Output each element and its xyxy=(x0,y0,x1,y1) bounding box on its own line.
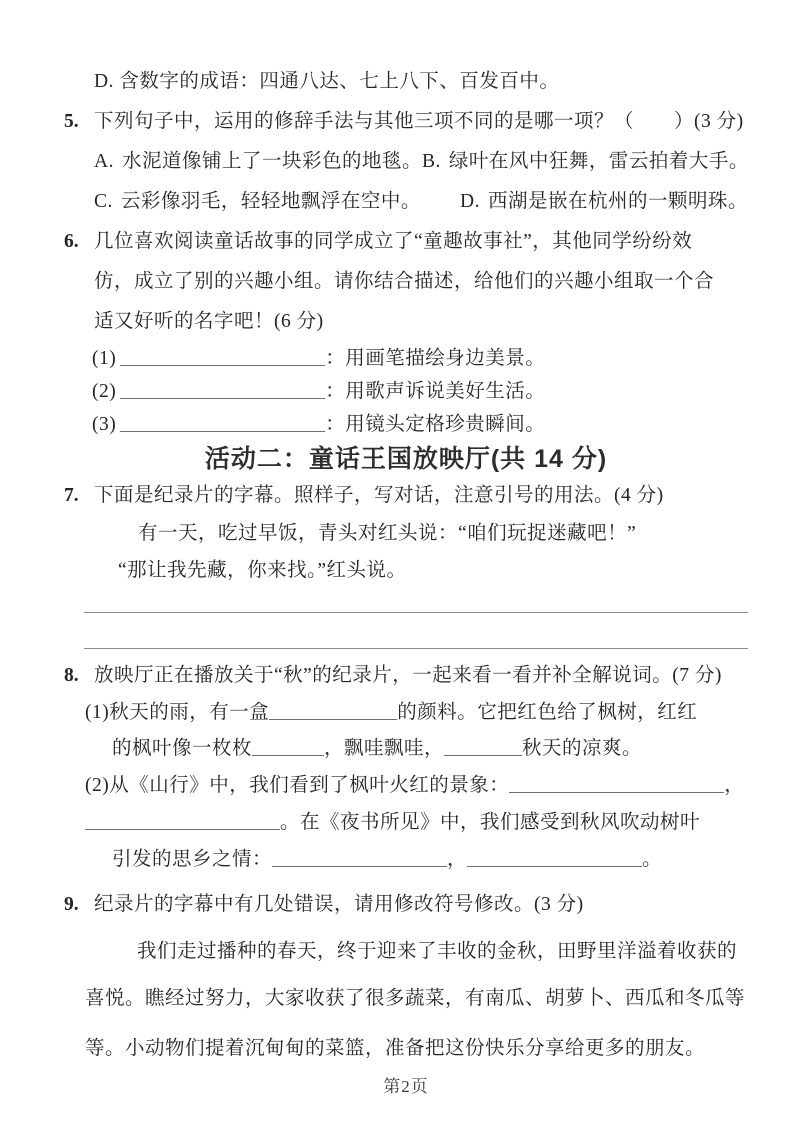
page-number: 第2页 xyxy=(383,1077,429,1096)
q9-passage-line-2: 喜悦。瞧经过努力，大家收获了很多蔬菜，有南瓜、胡萝卜、西瓜和冬瓜等 xyxy=(85,988,746,1009)
answer-blank xyxy=(467,849,642,867)
q5-option-b xyxy=(422,142,749,182)
q8-part1-seg3: 的枫叶像一枚枚 xyxy=(112,738,253,759)
q5-options-row-1 xyxy=(94,142,748,182)
answer-blank xyxy=(509,775,724,793)
option-label: D. xyxy=(460,191,480,212)
q7-stem-text: 下面是纪录片的字幕。照样子，写对话，注意引号的用法。(4 分) xyxy=(94,485,664,506)
carryover-option-d xyxy=(94,62,748,102)
q6-stem-line-1 xyxy=(64,222,748,262)
option-label: D. xyxy=(94,71,114,92)
section-heading: 活动二：童话王国放映厅(共 14 分) xyxy=(204,445,608,473)
q6-item-2-text: ：用歌声诉说美好生活。 xyxy=(325,381,546,402)
q8-part2-line-1 xyxy=(85,767,748,804)
answer-blank xyxy=(272,849,447,867)
q6-stem-text-1: 几位喜欢阅读童话故事的同学成立了“童趣故事社”，其他同学纷纷效 xyxy=(94,231,693,252)
answer-blank xyxy=(252,738,324,756)
q7-example-dialog-1: 有一天，吃过早饭，青头对红头说：“咱们玩捉迷藏吧！” xyxy=(138,523,637,544)
q8-number: 8. xyxy=(64,665,79,686)
q9-stem-text: 纪录片的字幕中有几处错误，请用修改符号修改。(3 分) xyxy=(94,894,584,915)
q5-option-c xyxy=(94,182,421,222)
q8-part2-seg4: 引发的思乡之情： xyxy=(112,849,273,870)
q8-part2-line-2 xyxy=(85,804,748,841)
q6-item-3-text: ：用镜头定格珍贵瞬间。 xyxy=(325,414,546,435)
q8-part2-seg5: ， xyxy=(447,849,468,870)
q6-item-3-label: (3) xyxy=(92,414,117,435)
option-text: 含数字的成语：四通八达、七上八下、百发百中。 xyxy=(119,71,560,92)
q6-stem-line-2: 仿，成立了别的兴趣小组。请你结合描述，给他们的兴趣小组取一个合 xyxy=(94,271,715,292)
q9-passage-line-1: 我们走过播种的春天，终于迎来了丰收的金秋，田野里洋溢着收获的 xyxy=(137,941,738,962)
q5-stem xyxy=(64,102,748,142)
q5-option-a xyxy=(94,142,422,182)
q8-stem xyxy=(64,657,748,695)
option-text: 绿叶在风中狂舞，雷云拍着大手。 xyxy=(448,151,749,172)
answer-writing-line xyxy=(84,613,748,649)
option-text: 云彩像羽毛，轻轻地飘浮在空中。 xyxy=(120,191,421,212)
answer-blank xyxy=(85,812,280,830)
option-label: A. xyxy=(94,151,114,172)
q6-number: 6. xyxy=(64,231,79,252)
option-text: 西湖是嵌在杭州的一颗明珠。 xyxy=(487,191,748,212)
answer-blank xyxy=(120,414,325,432)
q6-item-1 xyxy=(92,342,748,375)
option-label: B. xyxy=(421,151,441,172)
q8-part1-seg5: 秋天的凉爽。 xyxy=(522,738,643,759)
q6-item-2-label: (2) xyxy=(92,381,117,402)
q8-part2-seg1: (2)从《山行》中，我们看到了枫叶火红的景象： xyxy=(85,775,510,796)
q8-part1-line-1 xyxy=(85,695,748,731)
q6-item-2 xyxy=(92,375,748,408)
answer-blank xyxy=(269,702,397,720)
answer-blank xyxy=(120,348,325,366)
q7-example-dialog-2: “那让我先藏，你来找。”红头说。 xyxy=(118,560,407,581)
answer-writing-line xyxy=(84,589,748,613)
option-label: C. xyxy=(94,191,113,212)
q8-part1-line-2 xyxy=(112,731,748,767)
q9-passage-line-3: 等。小动物们提着沉甸甸的菜篮，准备把这份快乐分享给更多的朋友。 xyxy=(85,1038,706,1059)
q6-item-1-text: ：用画笔描绘身边美景。 xyxy=(325,348,546,369)
q6-stem-line-3: 适又好听的名字吧！(6 分) xyxy=(94,311,324,332)
q9-stem xyxy=(64,886,748,924)
q5-options-row-2 xyxy=(94,182,748,222)
q8-part2-seg6: 。 xyxy=(642,849,663,870)
option-text: 水泥道像铺上了一块彩色的地毯。 xyxy=(121,151,422,172)
q7-stem xyxy=(64,477,748,515)
q8-part2-line-3 xyxy=(112,841,748,878)
answer-blank xyxy=(444,738,522,756)
q5-stem-text: 下列句子中，运用的修辞手法与其他三项不同的是哪一项？（ ）(3 分) xyxy=(94,111,744,132)
q9-number: 9. xyxy=(64,894,79,915)
q7-number: 7. xyxy=(64,485,79,506)
q8-part2-seg3: 。在《夜书所见》中，我们感受到秋风吹动树叶 xyxy=(280,812,701,833)
q8-stem-text: 放映厅正在播放关于“秋”的纪录片，一起来看一看并补全解说词。(7 分) xyxy=(94,665,722,686)
q8-part1-seg1: (1)秋天的雨，有一盒 xyxy=(85,702,270,723)
q6-item-1-label: (1) xyxy=(92,348,117,369)
q8-part1-seg4: ，飘哇飘哇， xyxy=(324,738,445,759)
q5-number: 5. xyxy=(64,111,79,132)
q6-item-3 xyxy=(92,408,748,441)
q8-part2-seg2: ， xyxy=(724,775,745,796)
q5-option-d xyxy=(460,182,748,222)
answer-blank xyxy=(120,381,325,399)
q8-part1-seg2: 的颜料。它把红色给了枫树，红红 xyxy=(397,702,698,723)
